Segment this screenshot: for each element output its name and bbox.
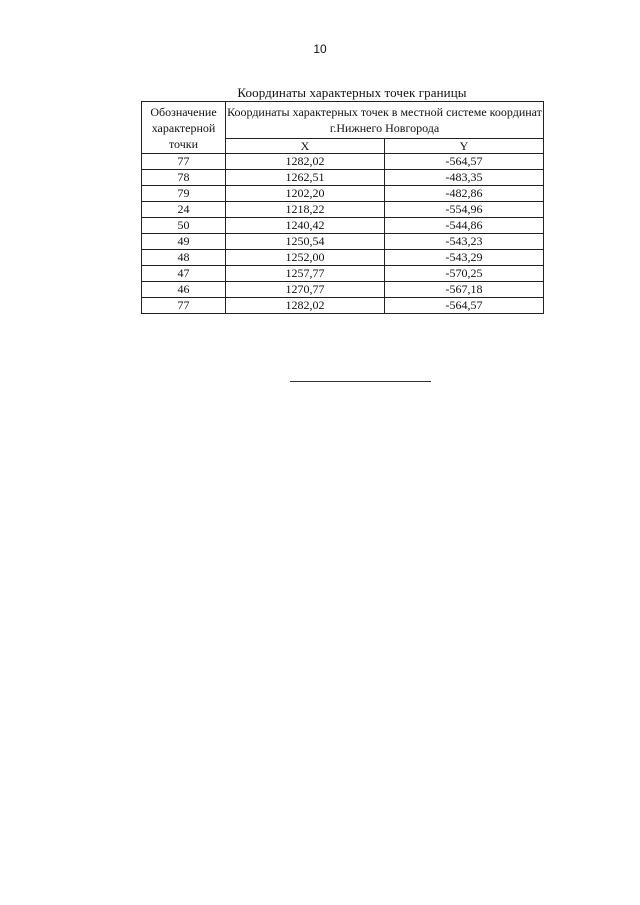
cell-point: 77	[142, 154, 226, 170]
cell-x: 1257,77	[226, 266, 385, 282]
cell-y: -543,29	[385, 250, 544, 266]
cell-y: -570,25	[385, 266, 544, 282]
separator-line	[290, 381, 431, 382]
cell-x: 1250,54	[226, 234, 385, 250]
table-row	[142, 202, 544, 218]
cell-x: 1202,20	[226, 186, 385, 202]
table-row	[142, 186, 544, 202]
cell-x: 1252,00	[226, 250, 385, 266]
cell-y: -554,96	[385, 202, 544, 218]
table-row	[142, 250, 544, 266]
page-number: 10	[313, 42, 327, 56]
cell-point: 47	[142, 266, 226, 282]
table-row	[142, 266, 544, 282]
table-row	[142, 170, 544, 186]
cell-point: 24	[142, 202, 226, 218]
cell-point: 77	[142, 298, 226, 314]
cell-x: 1270,77	[226, 282, 385, 298]
cell-y: -483,35	[385, 170, 544, 186]
cell-y: -543,23	[385, 234, 544, 250]
table-row	[142, 234, 544, 250]
cell-point: 46	[142, 282, 226, 298]
cell-x: 1262,51	[226, 170, 385, 186]
coordinates-table	[141, 101, 544, 314]
cell-y: -564,57	[385, 298, 544, 314]
cell-y: -482,86	[385, 186, 544, 202]
cell-point: 48	[142, 250, 226, 266]
cell-point: 78	[142, 170, 226, 186]
header-y: Y	[385, 139, 544, 154]
cell-point: 50	[142, 218, 226, 234]
table-row	[142, 218, 544, 234]
cell-x: 1282,02	[226, 298, 385, 314]
cell-x: 1218,22	[226, 202, 385, 218]
header-x: X	[226, 139, 385, 154]
cell-y: -567,18	[385, 282, 544, 298]
table-title: Координаты характерных точек границы	[237, 85, 467, 100]
cell-point: 79	[142, 186, 226, 202]
table-row	[142, 298, 544, 314]
header-coordinates: Координаты характерных точек в местной системе координат г.Нижнего Новгорода	[226, 102, 544, 139]
table-row	[142, 282, 544, 298]
cell-point: 49	[142, 234, 226, 250]
cell-y: -564,57	[385, 154, 544, 170]
cell-x: 1240,42	[226, 218, 385, 234]
cell-x: 1282,02	[226, 154, 385, 170]
header-point-designation: Обозначение характерной точки	[142, 102, 226, 154]
cell-y: -544,86	[385, 218, 544, 234]
table-row	[142, 154, 544, 170]
